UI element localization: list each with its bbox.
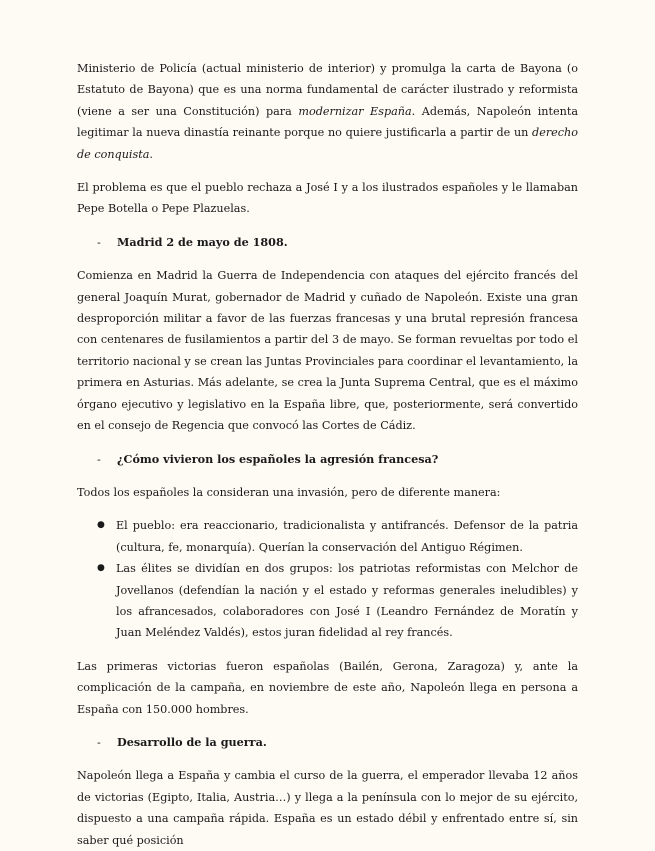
heading-desarrollo-guerra (77, 732, 578, 753)
heading-text: Madrid 2 de mayo de 1808. (117, 234, 288, 249)
list-item (77, 515, 578, 558)
bullet-icon: ● (97, 520, 105, 531)
heading-text: ¿Cómo vivieron los españoles la agresión francesa? (117, 451, 439, 466)
paragraph-invasion: Todos los españoles la consideran una invasión, pero de diferente manera: (77, 485, 501, 499)
paragraph-pepe-botella: El problema es que el pueblo rechaza a José I y a los ilustrados españoles y le llamaban Pepe Botella o Pepe Plazuelas. (77, 181, 578, 216)
heading-dash: - (97, 452, 101, 466)
bullet-icon: ● (97, 563, 105, 574)
bullet-list (77, 515, 578, 643)
heading-dash: - (97, 235, 101, 249)
list-item (77, 558, 578, 644)
emphasis-modernizar: modernizar España (298, 104, 412, 118)
emphasis-derecho-conquista: derecho de conquista (77, 126, 578, 161)
text-run: Ministerio de Policía (actual ministerio de interior) y promulga la carta de Bayona (o Estatuto de Bayona) que es una norma fundamental de carácter ilustrado y reformista (viene a ser una Constitución) para (77, 62, 578, 118)
heading-dash: - (97, 735, 101, 749)
paragraph-napoleon-llega: Napoleón llega a España y cambia el curso de la guerra, el emperador llevaba 12 años de victorias (Egipto, Italia, Austria…) y llega a la península con lo mejor de su ejército, dispuesto a una campaña rápida. España es un estado débil y enfrentado entre sí, sin saber qué posición (77, 769, 578, 847)
text-run: . Además, Napoleón intenta legitimar la nueva dinastía reinante porque no quiere justificarla a partir de un (77, 104, 578, 140)
paragraph-carta-bayona (77, 58, 578, 165)
heading-como-vivieron (77, 449, 578, 470)
heading-madrid-2-mayo (77, 232, 578, 253)
list-item-text: Las élites se dividían en dos grupos: los patriotas reformistas con Melchor de Jovellanos (defendían la nación y el estado y reformas generales ineludibles) y los afrancesados, colaboradores con José I (Leandro Fernández de Moratín y Juan Meléndez Valdés), estos juran fidelidad al rey francés. (116, 562, 578, 640)
text-run: . (149, 147, 153, 161)
heading-text: Desarrollo de la guerra. (117, 734, 267, 749)
list-item-text: El pueblo: era reaccionario, tradicionalista y antifrancés. Defensor de la patria (cultura, fe, monarquía). Querían la conservación del Antiguo Régimen. (116, 519, 578, 554)
paragraph-primeras-victorias: Las primeras victorias fueron españolas (Bailén, Gerona, Zaragoza) y, ante la complicación de la campaña, en noviembre de este año, Napoleón llega en persona a España con 150.000 hombres. (77, 659, 578, 716)
paragraph-guerra-independencia: Comienza en Madrid la Guerra de Independencia con ataques del ejército francés del general Joaquín Murat, gobernador de Madrid y cuñado de Napoleón. Existe una gran desproporción militar a favor de las fuerzas francesas y una brutal represión francesa con centenares de fusilamientos a partir del 3 de mayo. Se forman revueltas por todo el territorio nacional y se crean las Juntas Provinciales para coordinar el levantamiento, la primera en Asturias. Más adelante, se crea la Junta Suprema Central, que es el máximo órgano ejecutivo y legislativo en la España libre, que, posteriormente, será convertido en el consejo de Regencia que convocó las Cortes de Cádiz. (77, 269, 578, 433)
